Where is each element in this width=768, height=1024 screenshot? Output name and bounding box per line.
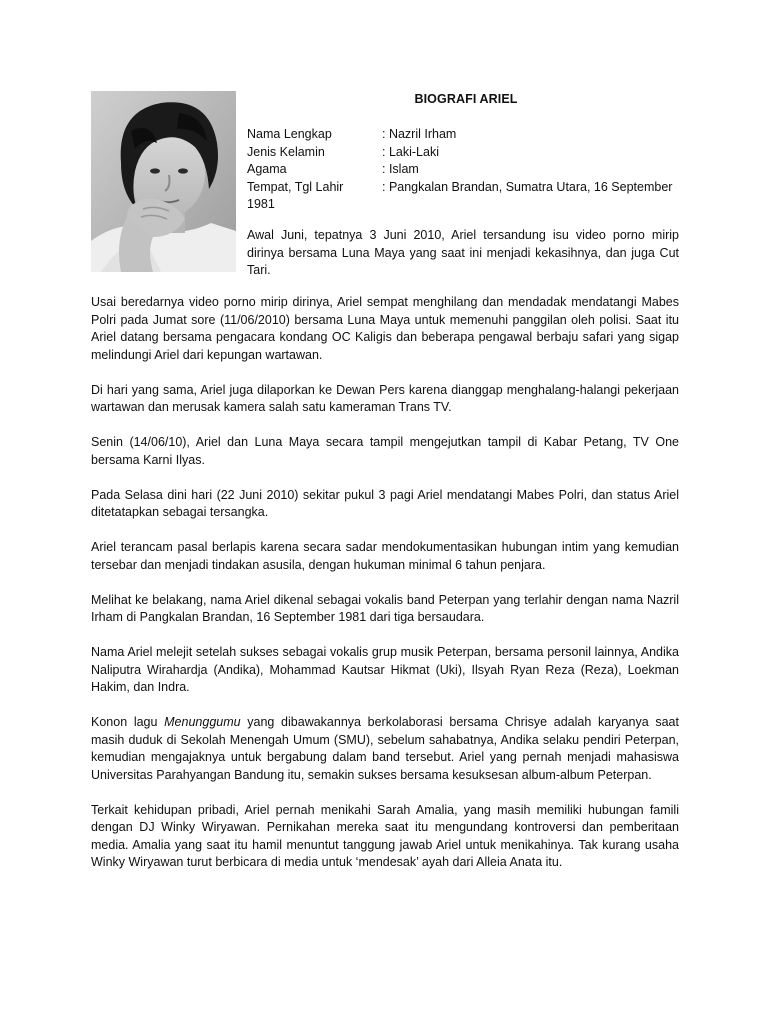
info-value: : Islam: [382, 162, 419, 176]
info-row-full-name: [247, 126, 679, 144]
portrait-photo: [91, 91, 236, 272]
info-value: : Nazril Irham: [382, 127, 457, 141]
paragraph: Ariel terancam pasal berlapis karena secara sadar mendokumentasikan hubungan intim yang kemudian tersebar dan menjadi tindakan asusila, dengan hukuman minimal 6 tahun penjara.: [91, 540, 679, 572]
intro-paragraph-wrap: [247, 227, 679, 280]
paragraph: Senin (14/06/10), Ariel dan Luna Maya secara tampil mengejutkan tampil di Kabar Petang, TV One bersama Karni Ilyas.: [91, 435, 679, 467]
paragraph: Terkait kehidupan pribadi, Ariel pernah menikahi Sarah Amalia, yang masih memiliki hubungan famili dengan DJ Winky Wiryawan. Pernikahan mereka saat itu mengundang kontroversi dan pemberitaan media. Amalia yang saat itu hamil menuntut tanggung jawab Ariel untuk menikahinya. Tak kurang usaha Winky Wiryawan turut berbicara di media untuk ‘mendesak’ ayah dari Alleia Anata itu.: [91, 802, 679, 869]
document-title: BIOGRAFI ARIEL: [414, 92, 518, 106]
song-title: Menunggumu: [164, 715, 241, 729]
paragraph: Usai beredarnya video porno mirip dirinya, Ariel sempat menghilang dan mendadak mendatangi Mabes Polri pada Jumat sore (11/06/2010) bersama Luna Maya untuk memenuhi panggilan oleh polisi. Saat itu Ariel datang bersama pengacara kondang OC Kaligis dan beberapa pengawal berbaju safari yang sigap melindungi Ariel dari kepungan wartawan.: [91, 295, 679, 362]
info-row-religion: [247, 161, 679, 179]
info-key: Nama Lengkap: [247, 127, 332, 141]
paragraph: Pada Selasa dini hari (22 Juni 2010) sekitar pukul 3 pagi Ariel mendatangi Mabes Polri, dan status Ariel ditetatapkan sebagai tersangka.: [91, 487, 679, 519]
info-value: : Laki-Laki: [382, 144, 439, 159]
body-text: [91, 294, 679, 889]
paragraph-song: [91, 714, 679, 784]
info-row-gender: [247, 144, 679, 162]
info-row-birth: [247, 179, 679, 197]
paragraph: Di hari yang sama, Ariel juga dilaporkan ke Dewan Pers karena dianggap menghalang-halangi pekerjaan wartawan dan merusak kamera salah satu kameraman Trans TV.: [91, 382, 679, 414]
intro-paragraph: Awal Juni, tepatnya 3 Juni 2010, Ariel tersandung isu video porno mirip dirinya bersama Luna Maya yang saat ini menjadi kekasihnya, dan juga Cut Tari.: [247, 228, 679, 277]
paragraph-text: yang dibawakannya berkolaborasi bersama Chrisye adalah karyanya saat masih duduk di Sekolah Menengah Umum (SMU), sebelum sahabatnya, Andika selaku pendiri Peterpan, kemudian mengajaknya untuk bergabung dalam band tersebut. Ariel yang pernah menjadi mahasiswa Universitas Parahyangan Bandung itu, semakin sukses bersama kesuksesan album-album Peterpan.: [91, 715, 679, 782]
paragraph-text: Konon lagu: [91, 715, 165, 729]
info-key: Tempat, Tgl Lahir: [247, 179, 344, 194]
info-key: Jenis Kelamin: [247, 144, 325, 159]
info-value: : Pangkalan Brandan, Sumatra Utara, 16 September: [382, 179, 673, 194]
bio-info-table: [247, 126, 679, 214]
info-key: Agama: [247, 162, 287, 176]
paragraph: Melihat ke belakang, nama Ariel dikenal sebagai vokalis band Peterpan yang terlahir dengan nama Nazril Irham di Pangkalan Brandan, 16 September 1981 dari tiga bersaudara.: [91, 592, 679, 624]
info-birth-year: 1981: [247, 197, 275, 211]
paragraph: Nama Ariel melejit setelah sukses sebagai vokalis grup musik Peterpan, bersama personil lainnya, Andika Naliputra Wirahardja (Andika), Mohammad Kautsar Hikmat (Uki), Ilsyah Ryan Reza (Reza), Loekman Hakim, dan Indra.: [91, 645, 679, 694]
